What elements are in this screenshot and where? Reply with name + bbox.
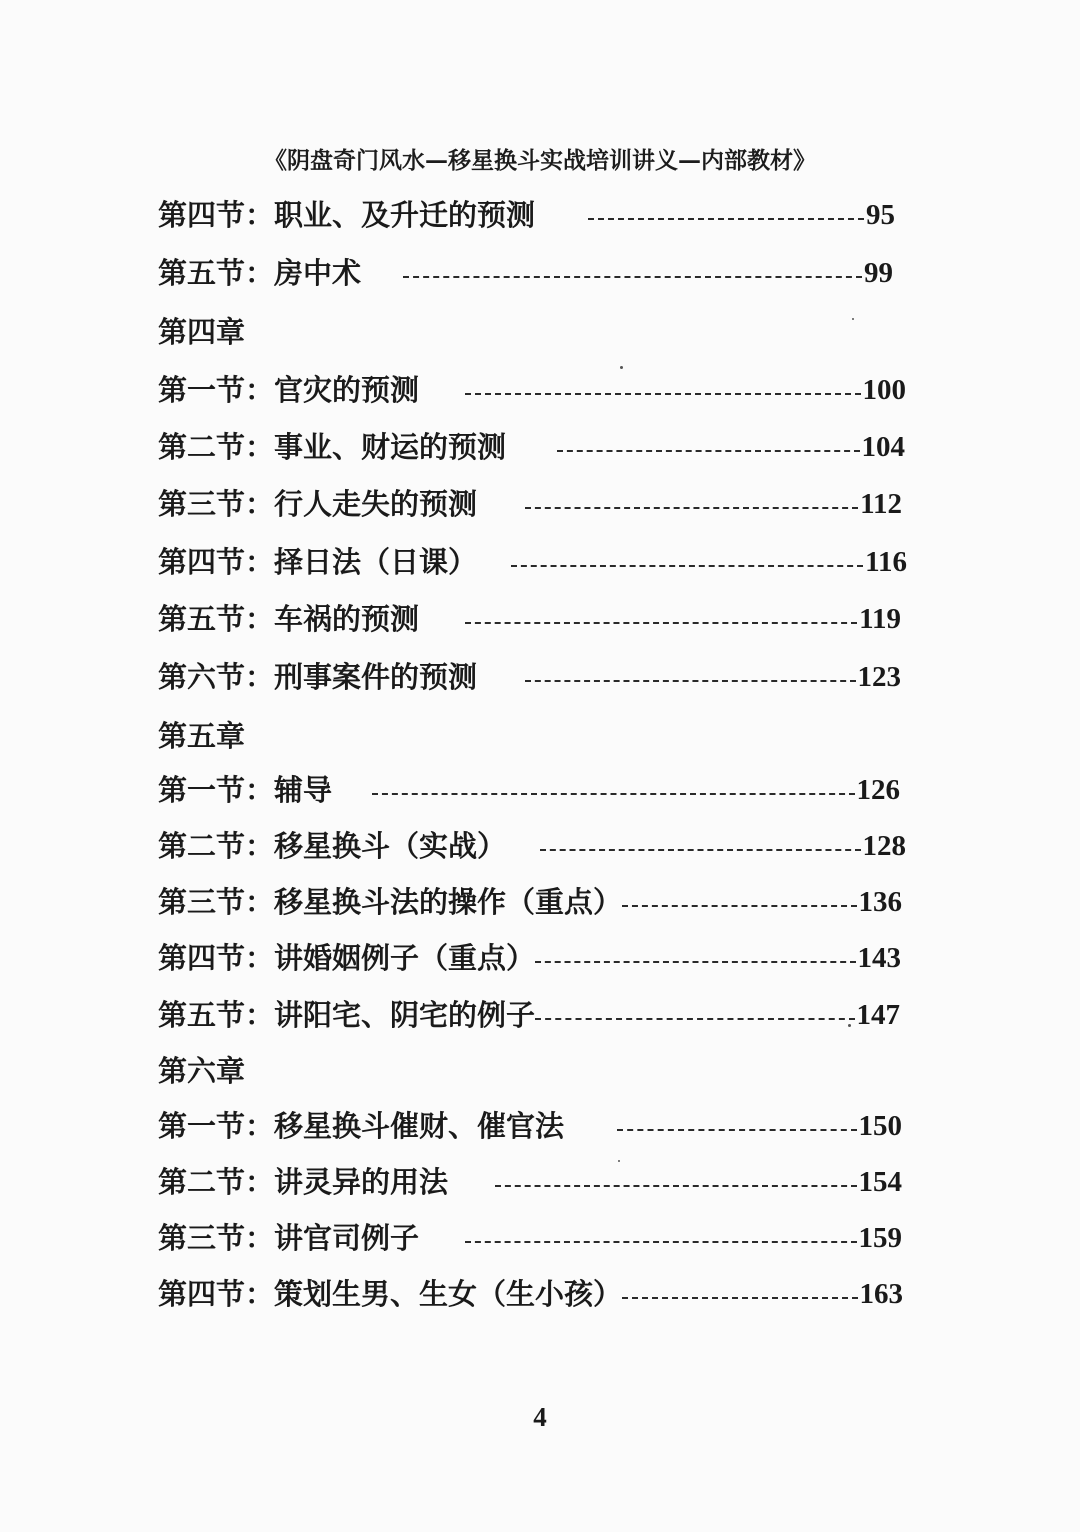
section-number: 第三节： [158, 885, 275, 919]
scan-speck [618, 1160, 620, 1162]
section-page-number: 95 [866, 199, 895, 231]
section-title: 移星换斗法的操作（重点） [274, 885, 623, 919]
section-number: 第一节： [158, 373, 275, 407]
page-number: 4 [533, 1402, 547, 1432]
chapter-heading: 第六章 [158, 1054, 246, 1088]
toc-entry [158, 365, 906, 405]
dot-leader [540, 849, 861, 851]
section-number: 第一节： [158, 773, 275, 807]
section-number: 第二节： [158, 430, 275, 464]
dot-leader [372, 793, 855, 795]
toc-entry [158, 1157, 902, 1197]
scan-speck [620, 366, 623, 369]
toc-entry [158, 1101, 902, 1141]
dot-leader [535, 961, 855, 963]
chapter-heading: 第五章 [158, 719, 246, 753]
section-title: 讲婚姻例子（重点） [274, 941, 536, 975]
section-number: 第二节： [158, 829, 275, 863]
section-page-number: 100 [862, 374, 906, 406]
section-number: 第六节： [158, 660, 275, 694]
dot-leader [525, 507, 858, 509]
toc-entry [158, 1269, 903, 1309]
section-page-number: 159 [858, 1222, 902, 1254]
toc-entry [158, 422, 905, 462]
dot-leader [465, 1241, 857, 1243]
section-title: 策划生男、生女（生小孩） [274, 1277, 623, 1311]
section-title: 移星换斗（实战） [274, 829, 507, 863]
section-page-number: 163 [859, 1278, 903, 1310]
toc-entry [158, 248, 893, 288]
section-title: 房中术 [274, 256, 362, 290]
toc-entry [158, 537, 907, 577]
section-title: 事业、财运的预测 [274, 430, 507, 464]
toc-entry [158, 190, 895, 230]
dot-leader [588, 218, 864, 220]
dot-leader [511, 565, 863, 567]
section-page-number: 150 [858, 1110, 902, 1142]
section-page-number: 123 [857, 661, 901, 693]
section-title: 讲灵异的用法 [274, 1165, 449, 1199]
section-number: 第三节： [158, 487, 275, 521]
dot-leader [622, 905, 856, 907]
section-title: 职业、及升迁的预测 [274, 198, 536, 232]
section-title: 移星换斗催财、催官法 [274, 1109, 565, 1143]
section-title: 讲阳宅、阴宅的例子 [274, 998, 536, 1032]
section-page-number: 112 [860, 488, 902, 520]
section-number: 第四节： [158, 1277, 275, 1311]
section-page-number: 126 [856, 774, 900, 806]
section-page-number: 147 [856, 999, 900, 1031]
toc-entry [158, 765, 900, 805]
section-page-number: 128 [862, 830, 906, 862]
section-page-number: 119 [859, 603, 901, 635]
dot-leader [622, 1297, 857, 1299]
chapter-heading: 第四章 [158, 315, 246, 349]
toc-entry [158, 1213, 902, 1253]
section-page-number: 99 [864, 257, 893, 289]
dot-leader [525, 680, 856, 682]
section-page-number: 143 [857, 942, 901, 974]
toc-entry [158, 652, 901, 692]
dot-leader [535, 1018, 854, 1020]
toc-entry [158, 933, 901, 973]
section-number: 第五节： [158, 256, 275, 290]
dot-leader [465, 622, 857, 624]
section-page-number: 104 [861, 431, 905, 463]
section-title: 辅导 [274, 773, 333, 807]
dot-leader [465, 393, 861, 395]
section-number: 第四节： [158, 198, 275, 232]
section-title: 讲官司例子 [274, 1221, 420, 1255]
section-page-number: 154 [858, 1166, 902, 1198]
toc-entry [158, 594, 901, 634]
scan-speck [852, 318, 854, 320]
scan-speck [848, 1024, 851, 1027]
toc-entry [158, 877, 902, 917]
section-title: 车祸的预测 [274, 602, 420, 636]
section-page-number: 116 [865, 546, 907, 578]
toc-entry [158, 821, 906, 861]
section-title: 官灾的预测 [274, 373, 420, 407]
section-page-number: 136 [858, 886, 902, 918]
section-title: 行人走失的预测 [274, 487, 478, 521]
dot-leader [617, 1129, 857, 1131]
page-header: 《阴盘奇门风水—移星换斗实战培训讲义—内部教材》 [264, 147, 816, 174]
dot-leader [403, 276, 862, 278]
section-number: 第二节： [158, 1165, 275, 1199]
section-number: 第四节： [158, 941, 275, 975]
toc-entry [158, 990, 900, 1030]
section-number: 第五节： [158, 602, 275, 636]
section-title: 刑事案件的预测 [274, 660, 478, 694]
section-title: 择日法（日课） [274, 545, 478, 579]
section-number: 第五节： [158, 998, 275, 1032]
section-number: 第四节： [158, 545, 275, 579]
dot-leader [495, 1185, 857, 1187]
section-number: 第一节： [158, 1109, 275, 1143]
toc-entry [158, 479, 902, 519]
section-number: 第三节： [158, 1221, 275, 1255]
dot-leader [557, 450, 860, 452]
